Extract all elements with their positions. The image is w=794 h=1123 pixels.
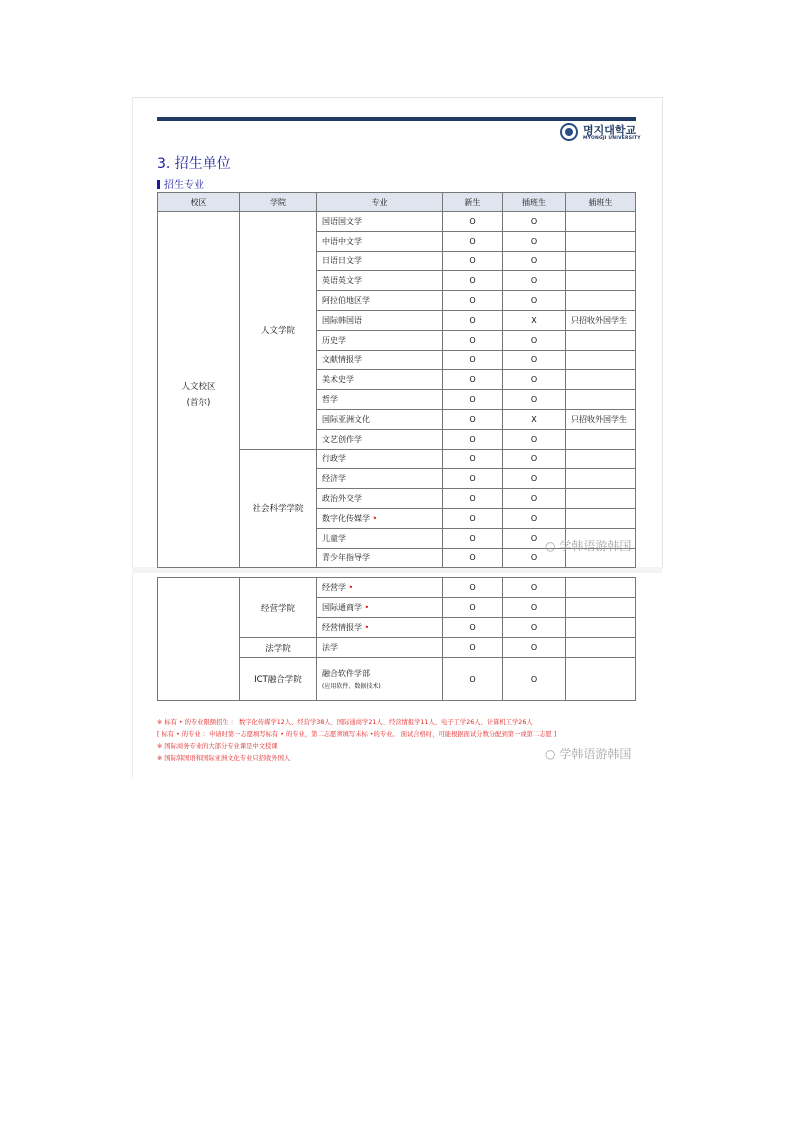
- transfer-cell: O: [503, 548, 566, 568]
- transfer-cell: O: [503, 598, 566, 618]
- freshman-cell: O: [443, 251, 503, 271]
- transfer-cell: O: [503, 350, 566, 370]
- header-campus: 校区: [158, 193, 240, 212]
- major-cell: 中语中文学: [317, 231, 443, 251]
- note-cell: [566, 251, 636, 271]
- college-humanities: 人文学院: [240, 212, 317, 450]
- major-name: 融合软件学部: [322, 669, 370, 678]
- logo-english: MYONGJI UNIVERSITY: [583, 136, 641, 141]
- note-cell: 只招收外国学生: [566, 409, 636, 429]
- note-cell: [566, 291, 636, 311]
- university-logo: [560, 122, 640, 146]
- transfer-cell: O: [503, 212, 566, 232]
- major-cell: 国际亚洲文化: [317, 409, 443, 429]
- college-business: 经营学院: [240, 578, 317, 638]
- campus-sub: (首尔): [186, 397, 211, 408]
- transfer-cell: O: [503, 231, 566, 251]
- freshman-cell: O: [443, 578, 503, 598]
- footnote: ※ 标有 • 的专业限额招生 ： 数字化传媒学12人、经营学38人、国际通商学21人、经营情报学11人、电子工学26人、计算机工学26人: [157, 719, 533, 726]
- major-cell: 历史学: [317, 330, 443, 350]
- limited-mark: •: [348, 583, 354, 592]
- subsection-label: 招生专业: [164, 180, 204, 191]
- footnote: ※ 国际韩国语和国际亚洲文化专业只招收外国人: [157, 755, 291, 762]
- freshman-cell: O: [443, 449, 503, 469]
- header-note: 插班生: [566, 193, 636, 212]
- table-row: [158, 212, 636, 232]
- header-freshman: 新生: [443, 193, 503, 212]
- note-cell: [566, 598, 636, 618]
- major-cell: [317, 508, 443, 528]
- freshman-cell: O: [443, 618, 503, 638]
- note-cell: [566, 638, 636, 658]
- freshman-cell: O: [443, 271, 503, 291]
- note-cell: [566, 658, 636, 701]
- major-cell: [317, 578, 443, 598]
- note-cell: [566, 578, 636, 598]
- watermark-text: 学韩语游韩国: [559, 747, 632, 761]
- freshman-cell: O: [443, 548, 503, 568]
- college-ict: ICT融合学院: [240, 658, 317, 701]
- note-cell: [566, 390, 636, 410]
- freshman-cell: O: [443, 658, 503, 701]
- transfer-cell: O: [503, 449, 566, 469]
- note-cell: [566, 231, 636, 251]
- note-cell: [566, 271, 636, 291]
- header-transfer: 插班生: [503, 193, 566, 212]
- freshman-cell: O: [443, 231, 503, 251]
- college-law: 法学院: [240, 638, 317, 658]
- major-cell: 阿拉伯地区学: [317, 291, 443, 311]
- campus-continued-cell: [158, 578, 240, 701]
- major-cell: 国语国文学: [317, 212, 443, 232]
- note-cell: [566, 370, 636, 390]
- major-cell: [317, 658, 443, 701]
- watermark-text: 学韩语游韩国: [559, 539, 632, 553]
- majors-table-part1: [157, 192, 636, 568]
- note-cell: [566, 469, 636, 489]
- freshman-cell: O: [443, 429, 503, 449]
- transfer-cell: O: [503, 330, 566, 350]
- college-social: 社会科学学院: [240, 449, 317, 568]
- table-header-row: [158, 193, 636, 212]
- freshman-cell: O: [443, 212, 503, 232]
- major-cell: 美术史学: [317, 370, 443, 390]
- transfer-cell: O: [503, 618, 566, 638]
- footnote: ※ 国际商务专业的大部分专业课是中文授课: [157, 743, 278, 750]
- major-cell: 英语英文学: [317, 271, 443, 291]
- transfer-cell: O: [503, 370, 566, 390]
- subsection-title: [157, 176, 204, 191]
- watermark-bottom: [545, 745, 631, 762]
- footnote: [ 标有 • 的专业 ：申请时第一志愿填写标有 • 的专业，第二志愿须填写未标 •的专业。 面试合格时，可能根据面试分数分配到第一或第二志愿 ]: [157, 731, 557, 738]
- major-cell: 经济学: [317, 469, 443, 489]
- major-cell: 国际韩国语: [317, 310, 443, 330]
- transfer-cell: O: [503, 469, 566, 489]
- major-cell: [317, 618, 443, 638]
- wechat-icon: ○: [545, 747, 556, 761]
- freshman-cell: O: [443, 489, 503, 509]
- note-cell: [566, 508, 636, 528]
- freshman-cell: O: [443, 469, 503, 489]
- bullet-bar-icon: [157, 180, 160, 189]
- major-cell: 政治外交学: [317, 489, 443, 509]
- majors-table-part2: [157, 577, 636, 701]
- note-cell: [566, 489, 636, 509]
- note-cell: [566, 212, 636, 232]
- transfer-cell: O: [503, 508, 566, 528]
- transfer-cell: O: [503, 271, 566, 291]
- transfer-cell: O: [503, 390, 566, 410]
- major-name: 经营学: [322, 583, 346, 592]
- major-cell: 行政学: [317, 449, 443, 469]
- major-name: 数字化传媒学: [322, 513, 370, 523]
- note-cell: [566, 350, 636, 370]
- note-cell: [566, 429, 636, 449]
- major-cell: 文献情报学: [317, 350, 443, 370]
- table-row: [158, 578, 636, 598]
- watermark-top: [545, 537, 631, 554]
- freshman-cell: O: [443, 330, 503, 350]
- major-cell: 儿童学: [317, 528, 443, 548]
- campus-cell: [158, 212, 240, 568]
- major-cell: [317, 598, 443, 618]
- transfer-cell: O: [503, 638, 566, 658]
- transfer-cell: O: [503, 291, 566, 311]
- major-name: 国际通商学: [322, 603, 362, 612]
- freshman-cell: O: [443, 390, 503, 410]
- freshman-cell: O: [443, 350, 503, 370]
- transfer-cell: X: [503, 310, 566, 330]
- freshman-cell: O: [443, 310, 503, 330]
- major-cell: 日语日文学: [317, 251, 443, 271]
- wechat-icon: ○: [545, 539, 556, 553]
- logo-korean: 명지대학교: [583, 124, 637, 137]
- limited-mark: •: [364, 603, 370, 612]
- header-college: 学院: [240, 193, 317, 212]
- limited-mark: •: [372, 513, 378, 523]
- seal-icon: [560, 123, 578, 141]
- note-cell: [566, 449, 636, 469]
- note-cell: [566, 330, 636, 350]
- major-cell: 法学: [317, 638, 443, 658]
- freshman-cell: O: [443, 409, 503, 429]
- limited-mark: •: [364, 623, 370, 632]
- freshman-cell: O: [443, 370, 503, 390]
- transfer-cell: O: [503, 578, 566, 598]
- major-cell: 青少年指导学: [317, 548, 443, 568]
- freshman-cell: O: [443, 291, 503, 311]
- section-title: 3. 招生单位: [157, 156, 231, 172]
- note-cell: [566, 618, 636, 638]
- transfer-cell: O: [503, 251, 566, 271]
- header-major: 专业: [317, 193, 443, 212]
- transfer-cell: O: [503, 429, 566, 449]
- transfer-cell: O: [503, 658, 566, 701]
- major-sub: (应用软件、数据技术): [322, 683, 381, 690]
- freshman-cell: O: [443, 528, 503, 548]
- major-name: 经营情报学: [322, 623, 362, 632]
- freshman-cell: O: [443, 508, 503, 528]
- transfer-cell: O: [503, 489, 566, 509]
- campus-name: 人文校区: [181, 381, 216, 392]
- freshman-cell: O: [443, 598, 503, 618]
- note-cell: 只招收外国学生: [566, 310, 636, 330]
- transfer-cell: O: [503, 528, 566, 548]
- freshman-cell: O: [443, 638, 503, 658]
- header-rule: [157, 117, 636, 121]
- transfer-cell: X: [503, 409, 566, 429]
- major-cell: 哲学: [317, 390, 443, 410]
- major-cell: 文艺创作学: [317, 429, 443, 449]
